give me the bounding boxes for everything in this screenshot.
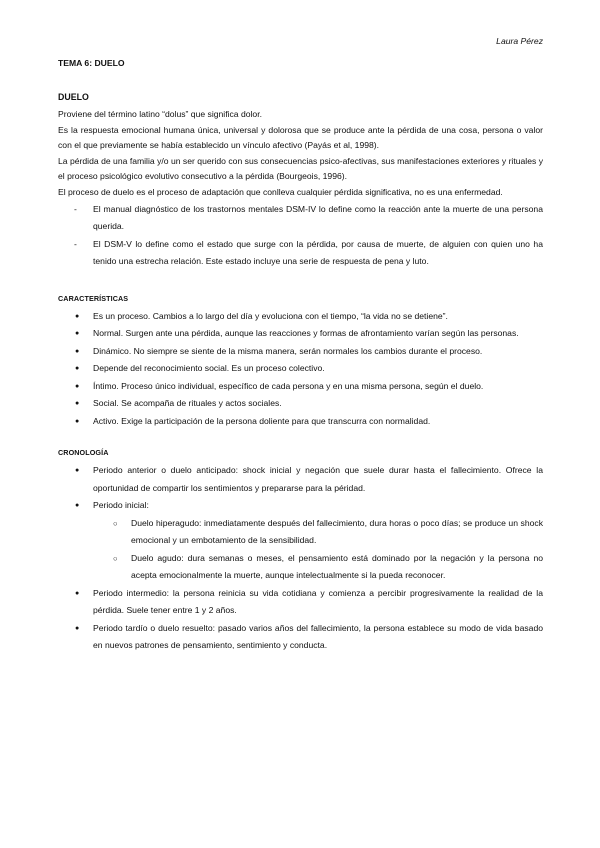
- bullet-marker: ●: [75, 502, 80, 510]
- list-item-text: Dinámico. No siempre se siente de la misma manera, serán normales los cambios durante el proceso.: [93, 345, 483, 356]
- list-item-text: El manual diagnóstico de los trastornos mentales DSM-IV lo define como la reacción ante la muerte de una persona querida.: [93, 203, 543, 232]
- duelo-heading: DUELO: [58, 92, 89, 102]
- list-item-text: Periodo inicial:: [93, 500, 149, 511]
- cronologia-heading: CRONOLOGÍA: [58, 448, 109, 458]
- list-item-text: Duelo agudo: dura semanas o meses, el pensamiento está dominado por la negación y la persona no acepta emocionalmente la muerte, aunque intelectualmente si la pueda reconocer.: [131, 552, 543, 581]
- bullet-marker: ●: [75, 312, 80, 320]
- cronologia-list: [58, 462, 543, 655]
- bullet-marker: ●: [75, 589, 80, 597]
- caracteristicas-heading: CARACTERÍSTICAS: [58, 293, 129, 303]
- paragraph: La pérdida de una familia y/o un ser querido con sus consecuencias psico-afectivas, sus manifestaciones exteriores y rituales y el proceso psicológico evolutivo consecutivo a la pérdida (Bourgeois, 1996).: [58, 155, 543, 182]
- author-name: Laura Pérez: [496, 36, 543, 46]
- list-item: [58, 462, 543, 497]
- list-item-text: Periodo intermedio: la persona reinicia su vida cotidiana y comienza a percibir progresivamente la realidad de la pérdida. Suele tener entre 1 y 2 años.: [93, 587, 543, 616]
- list-item: [58, 236, 543, 271]
- circle-marker: ○: [113, 553, 118, 563]
- list-item-text: Activo. Exige la participación de la persona doliente para que transcurra con normalidad.: [93, 415, 431, 426]
- list-item-text: Normal. Surgen ante una pérdida, aunque las reacciones y formas de afrontamiento varían según las personas.: [93, 328, 519, 339]
- bullet-marker: ●: [75, 467, 80, 475]
- section-caracteristicas: [58, 293, 543, 431]
- bullet-marker: ●: [75, 382, 80, 390]
- list-item: [58, 343, 543, 361]
- list-item-text: El DSM-V lo define como el estado que surge con la pérdida, por causa de muerte, de alguien con quien uno ha tenido una estrecha relación. Este estado incluye una serie de respuesta de pena y luto.: [93, 238, 543, 267]
- bullet-marker: ●: [75, 400, 80, 408]
- list-item: [58, 325, 543, 343]
- list-item: [58, 201, 543, 236]
- list-item: [58, 308, 543, 326]
- dash-marker: -: [74, 203, 77, 214]
- list-item: [58, 620, 543, 655]
- list-item: [58, 413, 543, 431]
- sub-list: [93, 515, 543, 585]
- section-cronologia: [58, 447, 543, 655]
- bullet-marker: ●: [75, 330, 80, 338]
- paragraph: Es la respuesta emocional humana única, universal y dolorosa que se produce ante la pérdida de una cosa, persona o valor con el que previamente se había establecido un vínculo afectivo (Payás et al, 1998).: [58, 124, 543, 151]
- list-item-text: Depende del reconocimiento social. Es un proceso colectivo.: [93, 363, 325, 374]
- sub-list-item: [93, 515, 543, 550]
- list-item-text: Social. Se acompaña de rituales y actos sociales.: [93, 398, 282, 409]
- dash-marker: -: [74, 238, 77, 249]
- list-item: [58, 360, 543, 378]
- document-body: [58, 90, 543, 655]
- bullet-marker: ●: [75, 347, 80, 355]
- list-item-text: Periodo tardío o duelo resuelto: pasado varios años del fallecimiento, la persona establece su modo de vida basado en nuevos patrones de pensamiento, sentimiento y conducta.: [93, 622, 543, 651]
- circle-marker: ○: [113, 518, 118, 528]
- list-item: [58, 395, 543, 413]
- paragraph: Proviene del término latino “dolus” que significa dolor.: [58, 109, 262, 119]
- list-item: [58, 497, 543, 585]
- bullet-marker: ●: [75, 624, 80, 632]
- caracteristicas-list: [58, 308, 543, 431]
- paragraph: El proceso de duelo es el proceso de adaptación que conlleva cualquier pérdida significativa, no es una enfermedad.: [58, 186, 503, 197]
- bullet-marker: ●: [75, 417, 80, 425]
- topic-title: TEMA 6: DUELO: [58, 58, 125, 68]
- list-item: [58, 378, 543, 396]
- bullet-marker: ●: [75, 365, 80, 373]
- section-duelo: [58, 90, 543, 271]
- list-item-text: Duelo hiperagudo: inmediatamente después del fallecimiento, dura horas o poco días; se produce un shock emocional y un embotamiento de la sensibilidad.: [131, 517, 543, 546]
- list-item-text: Periodo anterior o duelo anticipado: shock inicial y negación que suele durar hasta el fallecimiento. Ofrece la oportunidad de compartir los sentimientos y prepararse para la péridad.: [93, 465, 543, 493]
- sub-list-item: [93, 550, 543, 585]
- dash-list: [58, 201, 543, 271]
- list-item-text: Íntimo. Proceso único individual, específico de cada persona y en una misma persona, según el duelo.: [93, 380, 484, 391]
- list-item: [58, 585, 543, 620]
- list-item-text: Es un proceso. Cambios a lo largo del día y evoluciona con el tiempo, “la vida no se detiene”.: [93, 310, 448, 321]
